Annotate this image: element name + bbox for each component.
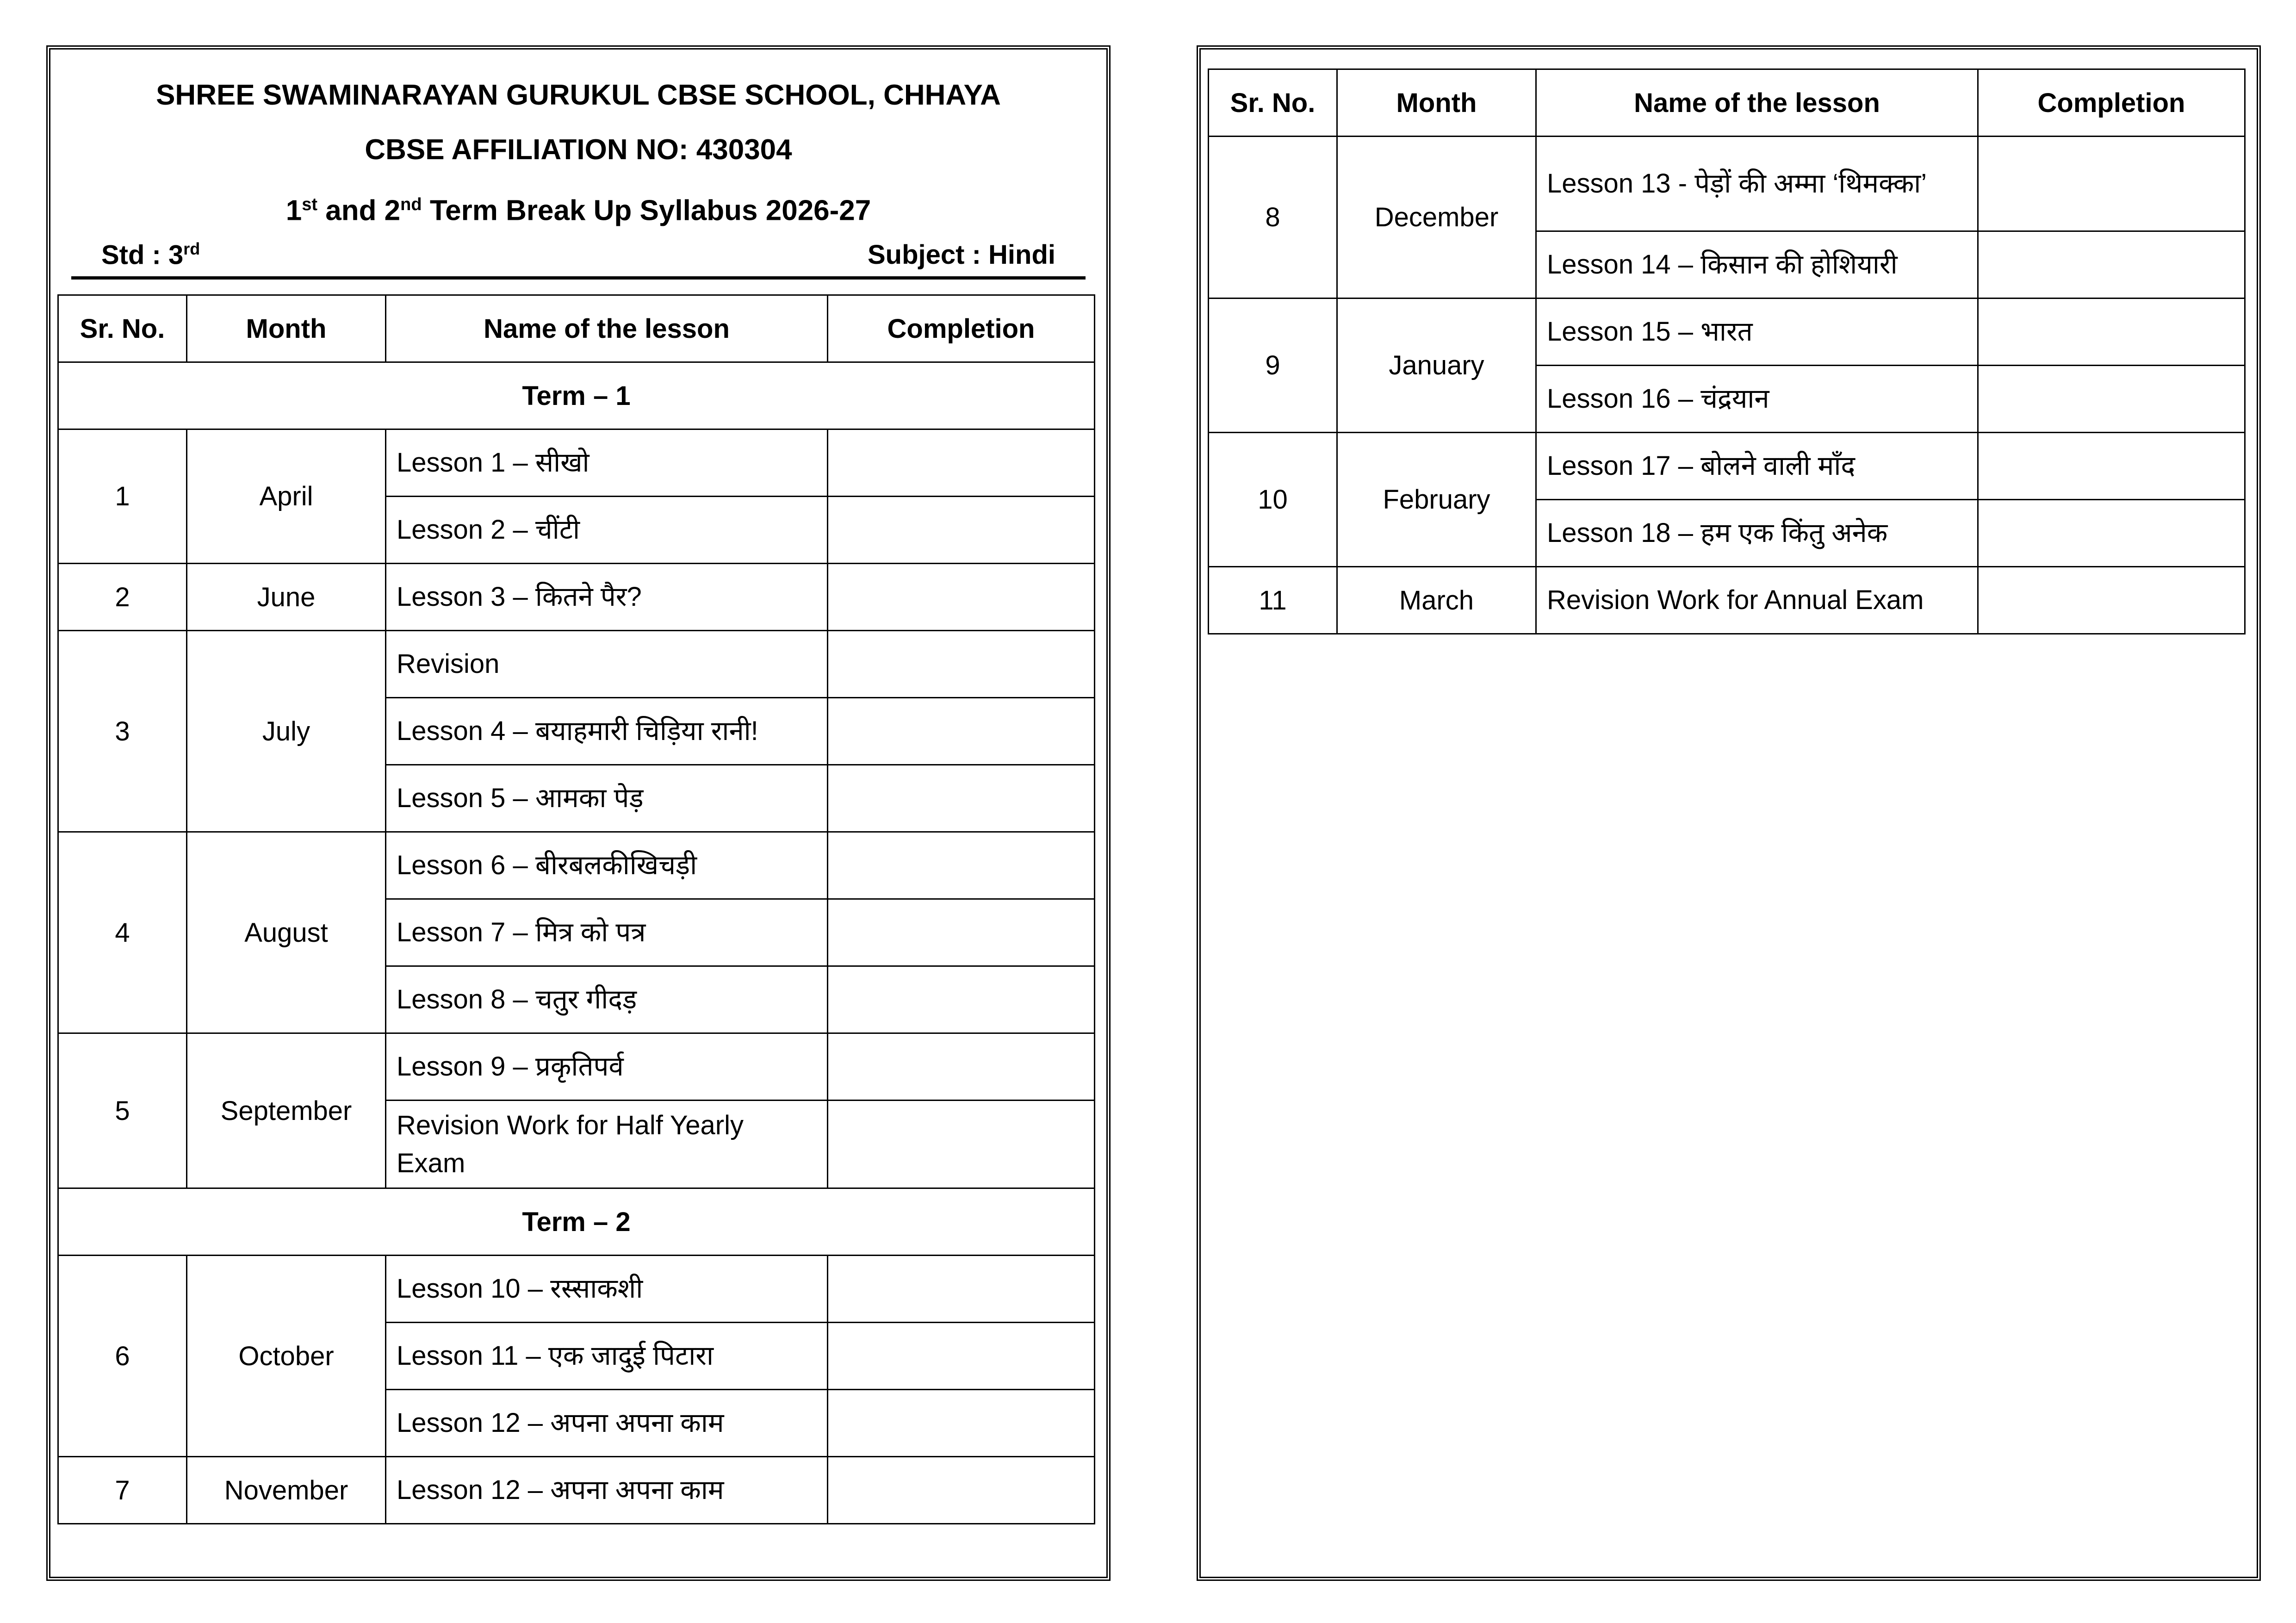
syllabus-table-left — [57, 294, 1095, 1524]
month-cell: October — [187, 1256, 386, 1457]
completion-cell — [1978, 137, 2245, 231]
column-header-lesson: Name of the lesson — [386, 295, 828, 362]
month-cell: November — [187, 1457, 386, 1524]
month-cell: February — [1337, 433, 1536, 567]
lesson-cell: Lesson 15 – भारत — [1536, 298, 1978, 366]
month-cell: June — [187, 564, 386, 631]
table-row — [58, 1033, 1095, 1101]
lesson-cell: Lesson 10 – रस्साकशी — [386, 1256, 828, 1323]
completion-cell — [828, 832, 1095, 899]
completion-cell — [828, 564, 1095, 631]
completion-cell — [1978, 433, 2245, 500]
lesson-cell: Revision — [386, 631, 828, 698]
sr-cell: 8 — [1209, 137, 1337, 298]
month-cell: January — [1337, 298, 1536, 433]
column-header-sr: Sr. No. — [58, 295, 187, 362]
completion-cell — [828, 631, 1095, 698]
lesson-cell: Lesson 6 – बीरबलकीखिचड़ी — [386, 832, 828, 899]
std-subject-row — [71, 235, 1086, 280]
syllabus-table-right — [1208, 68, 2246, 634]
lesson-cell: Lesson 2 – चींटी — [386, 497, 828, 564]
lesson-cell: Lesson 11 – एक जादुई पिटारा — [386, 1323, 828, 1390]
sr-cell: 2 — [58, 564, 187, 631]
sr-cell: 5 — [58, 1033, 187, 1188]
completion-cell — [828, 1101, 1095, 1188]
lesson-cell: Lesson 12 – अपना अपना काम — [386, 1390, 828, 1457]
lesson-cell: Lesson 5 – आमका पेड़ — [386, 765, 828, 832]
document-header — [69, 68, 1088, 232]
table-row — [1209, 433, 2245, 500]
completion-cell — [828, 1256, 1095, 1323]
completion-cell — [828, 698, 1095, 765]
column-header-month: Month — [187, 295, 386, 362]
table-row — [58, 429, 1095, 497]
completion-cell — [828, 497, 1095, 564]
syllabus-page-left — [46, 45, 1111, 1581]
lesson-cell: Lesson 3 – कितने पैर? — [386, 564, 828, 631]
term-heading: Term – 1 — [58, 362, 1095, 429]
table-row — [1209, 567, 2245, 634]
school-name: SHREE SWAMINARAYAN GURUKUL CBSE SCHOOL, CHHAYA — [156, 79, 1001, 111]
completion-cell — [828, 966, 1095, 1033]
sr-cell: 4 — [58, 832, 187, 1033]
lesson-cell: Revision Work for Half Yearly Exam — [386, 1101, 828, 1188]
table-row — [58, 832, 1095, 899]
column-header-sr: Sr. No. — [1209, 69, 1337, 137]
completion-cell — [1978, 567, 2245, 634]
term-heading: Term – 2 — [58, 1188, 1095, 1256]
lesson-cell: Lesson 17 – बोलने वाली माँद — [1536, 433, 1978, 500]
sr-cell: 1 — [58, 429, 187, 564]
lesson-cell: Lesson 7 – मित्र को पत्र — [386, 899, 828, 966]
syllabus-page-right — [1197, 45, 2261, 1581]
table-row — [58, 631, 1095, 698]
month-cell: August — [187, 832, 386, 1033]
completion-cell — [828, 765, 1095, 832]
month-cell: April — [187, 429, 386, 564]
std-label: Std : 3rd — [101, 239, 200, 270]
sr-cell: 7 — [58, 1457, 187, 1524]
column-header-month: Month — [1337, 69, 1536, 137]
month-cell: July — [187, 631, 386, 832]
month-cell: December — [1337, 137, 1536, 298]
completion-cell — [828, 899, 1095, 966]
lesson-cell: Lesson 8 – चतुर गीदड़ — [386, 966, 828, 1033]
completion-cell — [828, 1390, 1095, 1457]
completion-cell — [1978, 366, 2245, 433]
sr-cell: 6 — [58, 1256, 187, 1457]
lesson-cell: Lesson 9 – प्रकृतिपर्व — [386, 1033, 828, 1101]
table-row — [1209, 137, 2245, 231]
lesson-cell: Lesson 13 - पेड़ों की अम्मा ‘थिमक्का’ — [1536, 137, 1978, 231]
table-row — [1209, 298, 2245, 366]
lesson-cell: Lesson 4 – बयाहमारी चिड़िया रानी! — [386, 698, 828, 765]
column-header-lesson: Name of the lesson — [1536, 69, 1978, 137]
sr-cell: 10 — [1209, 433, 1337, 567]
sr-cell: 3 — [58, 631, 187, 832]
sr-cell: 9 — [1209, 298, 1337, 433]
completion-cell — [828, 1457, 1095, 1524]
completion-cell — [828, 1323, 1095, 1390]
document-title: 1st and 2nd Term Break Up Syllabus 2026-27 — [285, 194, 871, 227]
lesson-cell: Revision Work for Annual Exam — [1536, 567, 1978, 634]
lesson-cell: Lesson 1 – सीखो — [386, 429, 828, 497]
column-header-completion: Completion — [1978, 69, 2245, 137]
table-row — [58, 1256, 1095, 1323]
completion-cell — [1978, 500, 2245, 567]
lesson-cell: Lesson 16 – चंद्रयान — [1536, 366, 1978, 433]
sr-cell: 11 — [1209, 567, 1337, 634]
month-cell: September — [187, 1033, 386, 1188]
completion-cell — [828, 1033, 1095, 1101]
table-row — [58, 564, 1095, 631]
column-header-completion: Completion — [828, 295, 1095, 362]
table-row — [58, 1457, 1095, 1524]
completion-cell — [828, 429, 1095, 497]
lesson-cell: Lesson 14 – किसान की होशियारी — [1536, 231, 1978, 298]
lesson-cell: Lesson 12 – अपना अपना काम — [386, 1457, 828, 1524]
lesson-cell: Lesson 18 – हम एक किंतु अनेक — [1536, 500, 1978, 567]
affiliation-number: CBSE AFFILIATION NO: 430304 — [365, 134, 792, 166]
month-cell: March — [1337, 567, 1536, 634]
completion-cell — [1978, 298, 2245, 366]
subject-label: Subject : Hindi — [868, 240, 1055, 270]
completion-cell — [1978, 231, 2245, 298]
